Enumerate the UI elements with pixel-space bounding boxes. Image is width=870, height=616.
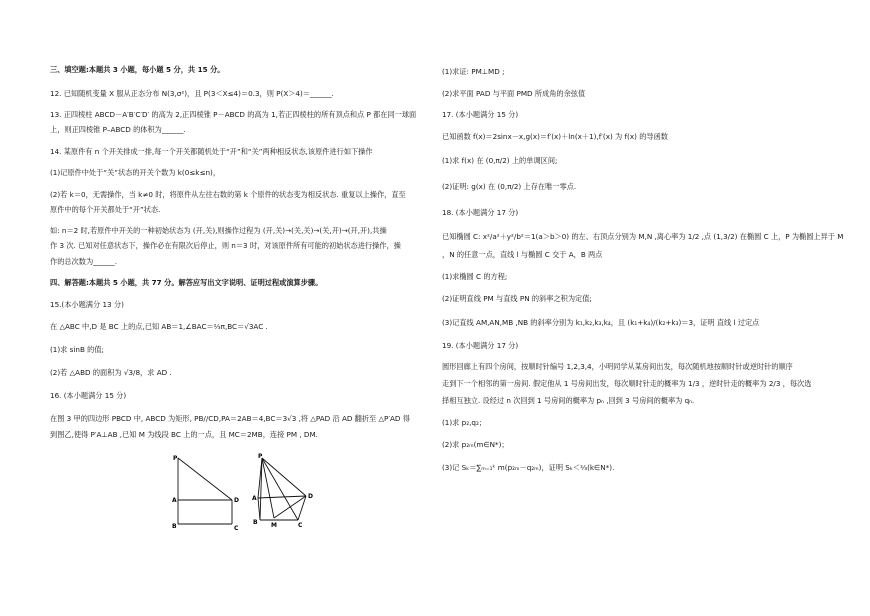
question-19-line2: 走到下一个相邻的第一房间. 假定他从 1 号房间出发，每次顺时针走的概率为 1/3 ，逆时针走的概率为 2/3 ，每次选: [442, 379, 812, 388]
question-16-part2: (2)求平面 PAD 与平面 PMD 所成角的余弦值: [442, 89, 586, 98]
question-19-part2: (2)求 p₂ₘ(m∈N*)；: [442, 440, 509, 449]
question-19-title: 19. (本小题满分 17 分): [442, 341, 519, 350]
question-18-part1: (1)求椭圆 C 的方程;: [442, 272, 508, 281]
fig1-label-a: A: [172, 497, 177, 504]
question-16-title: 16. (本小题满分 15 分): [50, 391, 127, 400]
section4-heading: 四、解答题:本题共 5 小题，共 77 分。解答应写出文字说明、证明过程或演算步骤。: [50, 278, 323, 287]
question-19-part3: (3)记 Sₖ＝∑ₘ₌₁ᵏ m(p₂ₘ－q₂ₘ)，证明 Sₖ＜⅔(k∈N*).: [442, 463, 615, 472]
question-17-part2: (2)证明: g(x) 在 (0,π/2) 上存在唯一零点.: [442, 182, 577, 191]
fig1-label-d: D: [234, 497, 239, 504]
question-15-title: 15.(本小题满分 13 分): [50, 300, 124, 309]
question-12: 12. 已知随机变量 X 服从正态分布 N(3,σ²)，且 P(3＜X≤4)＝0.3，则 P(X＞4)＝______.: [50, 89, 334, 98]
question-14-line4: 原件中的每个开关都处于“开”状态.: [50, 205, 161, 214]
question-14-line3: (2)若 k＝0，无需操作，当 k≠0 时，将原件从左往右数的第 k 个原件的状态变为相反状态. 重复以上操作，直至: [50, 190, 406, 199]
question-16-part1: (1)求证: PM⊥MD ;: [442, 67, 505, 76]
question-15-part1: (1)求 sinB 的值;: [50, 345, 104, 354]
question-14-line1: 14. 某原件有 n 个开关排成一排,每一个开关都随机处于“开”和“关”两种相反状态,该原件进行如下操作: [50, 147, 373, 156]
fig1-label-p: P: [173, 455, 178, 462]
fig1-label-b: B: [172, 523, 177, 530]
question-14-line7: 作的总次数为______.: [50, 257, 117, 266]
question-18-line1: 已知椭圆 C: x²/a²＋y²/b²＝1(a＞b＞0) 的左、右顶点分别为 M,N ,离心率为 1/2 ,点 (1,3/2) 在椭圆 C 上，P 为椭圆上异于 M: [442, 232, 844, 241]
figure-quadrilateral: [168, 452, 248, 532]
question-14-line2: (1)记原件中处于“关”状态的开关个数为 k(0≤k≤n)，: [50, 168, 221, 177]
question-13-line2: 上，则正四棱锥 P–ABCD 的体积为______.: [50, 125, 186, 134]
question-14-line5: 如: n＝2 时,若原件中开关的一种初始状态为 (开,关),则操作过程为 (开,关)→(关,关)→(关,开)→(开,开),共操: [50, 226, 387, 235]
question-17-title: 17. (本小题满分 15 分): [442, 110, 519, 119]
question-18-line2: ，N 的任意一点，直线 l 与椭圆 C 交于 A，B 两点: [442, 250, 603, 259]
question-15-part2: (2)若 △ABD 的面积为 √3/8，求 AD .: [50, 368, 172, 377]
fig2-label-d: D: [308, 493, 313, 500]
fig2-label-a: A: [252, 495, 257, 502]
question-18-part3: (3)记直线 AM,AN,MB ,NB 的斜率分别为 k₁,k₂,k₃,k₄，且 (k₁+k₄)/(k₂+k₃)＝3，证明 直线 l 过定点: [442, 318, 760, 327]
figure-folded-pyramid: [250, 452, 330, 532]
question-18-title: 18. (本小题满分 17 分): [442, 208, 519, 217]
fig2-label-b: B: [253, 519, 258, 526]
question-19-line1: 圆形回廊上有四个房间，按顺时针编号 1,2,3,4，小明同学从某房间出发，每次随机地按顺时针或逆时针的顺序: [442, 362, 793, 371]
question-17-stem: 已知函数 f(x)＝2sinx－x,g(x)＝f′(x)＋ln(x＋1),f′(x) 为 f(x) 的导函数: [442, 132, 668, 141]
section3-heading: 三、填空题:本题共 3 小题，每小题 5 分，共 15 分。: [50, 65, 225, 74]
question-15-stem: 在 △ABC 中,D 是 BC 上的点,已知 AB＝1,∠BAC＝⅔π,BC＝√3AC .: [50, 322, 268, 331]
question-19-part1: (1)求 p₂,q₂；: [442, 418, 487, 427]
question-13-line1: 13. 正四棱柱 ABCD－A′B′C′D′ 的高为 2,正四棱锥 P－ABCD 的高为 1,若正四棱柱的所有顶点和点 P 都在同一球面: [50, 110, 417, 119]
fig1-label-c: C: [234, 525, 239, 532]
fig2-label-c: C: [298, 522, 303, 529]
question-16-line1: 在图 3 甲的四边形 PBCD 中, ABCD 为矩形, PB//CD,PA＝2AB＝4,BC＝3√3 ,将 △PAD 沿 AD 翻折至 △P′AD 得: [50, 414, 410, 423]
question-18-part2: (2)证明直线 PM 与直线 PN 的斜率之积为定值;: [442, 294, 592, 303]
question-16-line2: 到图乙,使得 P′A⊥AB ,已知 M 为线段 BC 上的一点，且 MC＝2MB，连接 PM , DM.: [50, 430, 318, 439]
question-17-part1: (1)求 f(x) 在 (0,π/2) 上的单调区间;: [442, 156, 558, 165]
question-19-line3: 择相互独立. 设经过 n 次回到 1 号房间的概率为 pₙ ,回到 3 号房间的概率为 qₙ.: [442, 396, 695, 405]
fig2-label-p: P: [258, 453, 263, 460]
fig2-label-m: M: [271, 522, 277, 529]
question-14-line6: 作 3 次. 已知对任意状态下，操作必在有限次后停止，则 n＝3 时，对该原件所有可能的初始状态进行操作，操: [50, 241, 401, 250]
